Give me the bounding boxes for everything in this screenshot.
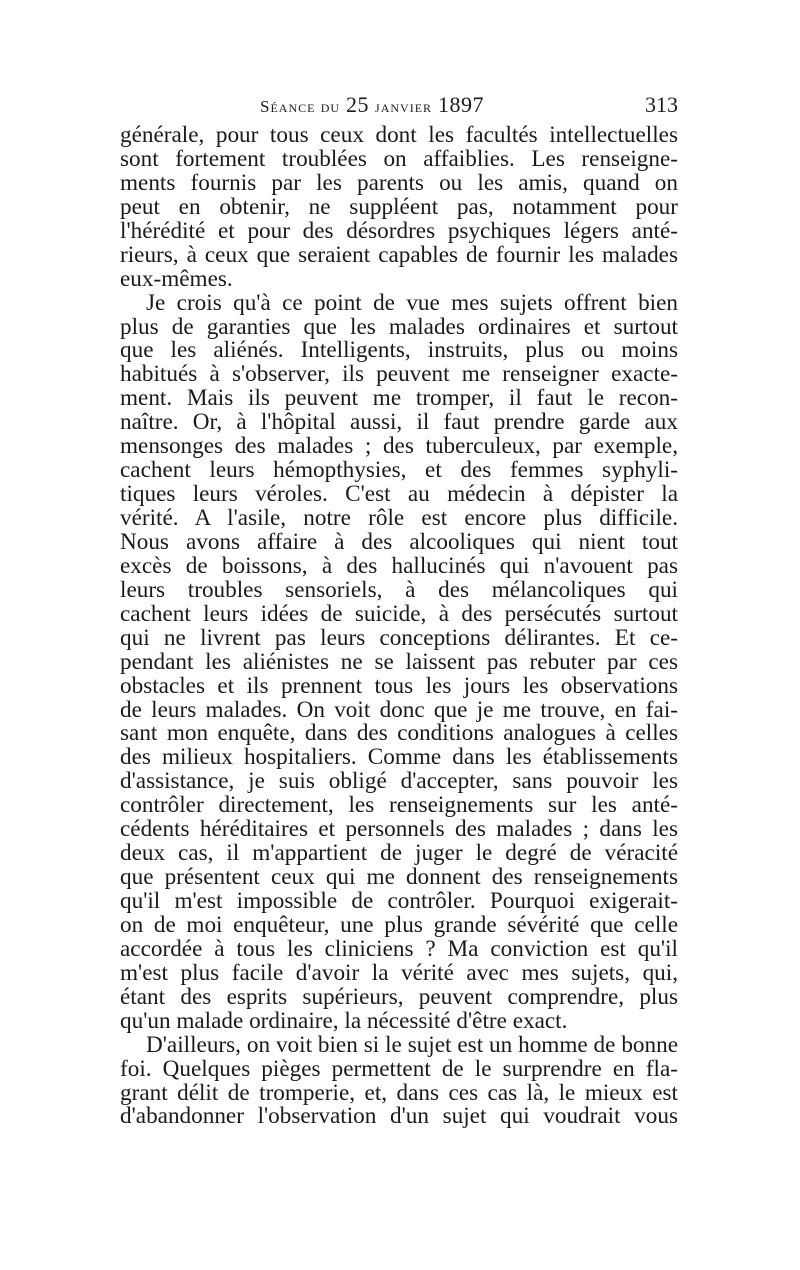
text-line: ment. Mais ils peuvent me tromper, il faut le recon- [120,387,678,412]
text-line: eux-mêmes. [120,267,233,292]
page-number: 313 [645,92,678,117]
body-text [120,124,678,1129]
text-line: Je crois qu'à ce point de vue mes sujets offrent bien [146,291,678,316]
text-line: on de moi enquêteur, une plus grande sévérité que celle [120,913,678,938]
text-line: de leurs malades. On voit donc que je me trouve, en fai- [120,698,678,723]
text-line: d'abandonner l'observation d'un sujet qui voudrait vous [120,1105,678,1130]
text-line: vérité. A l'asile, notre rôle est encore plus difficile. [120,507,678,531]
text-line: m'est plus facile d'avoir la vérité avec mes sujets, qui, [120,961,678,986]
running-head [260,92,484,118]
text-line: des milieux hospitaliers. Comme dans les établissements [120,746,678,771]
text-line: étant des esprits supérieurs, peuvent comprendre, plus [120,985,678,1010]
text-line: que les aliénés. Intelligents, instruits, plus ou moins [120,339,678,364]
text-line: sont fortement troublées on affaiblies. Les renseigne- [120,147,678,172]
text-line: accordée à tous les cliniciens ? Ma conviction est qu'il [120,937,678,962]
text-line: sant mon enquête, dans des conditions analogues à celles [120,722,678,747]
text-line: cédents héréditaires et personnels des malades ; dans les [120,818,678,843]
text-line: ments fournis par les parents ou les amis, quand on [120,171,678,196]
text-line: que présentent ceux qui me donnent des renseignements [120,866,678,890]
text-line: foi. Quelques pièges permettent de le surprendre en fla- [120,1057,678,1082]
running-head-year: 1897 [438,92,485,117]
text-line: mensonges des malades ; des tuberculeux, par exemple, [120,435,678,460]
text-line: pendant les aliénistes ne se laissent pas rebuter par ces [120,650,678,675]
text-line: excès de boissons, à des hallucinés qui n'avouent pas [120,554,678,579]
text-line: Nous avons affaire à des alcooliques qui nient tout [120,530,678,555]
text-line: rieurs, à ceux que seraient capables de fournir les malades [120,243,678,268]
text-line: générale, pour tous ceux dont les facultés intellectuelles [120,124,678,148]
text-line: D'ailleurs, on voit bien si le sujet est un homme de bonne [146,1033,678,1058]
text-line: qu'il m'est impossible de contrôler. Pourquoi exigerait- [120,890,678,914]
text-line: grant délit de tromperie, et, dans ces cas là, le mieux est [120,1081,678,1106]
text-line: plus de garanties que les malades ordinaires et surtout [120,315,678,340]
page-header [120,84,678,124]
text-line: obstacles et ils prennent tous les jours les observations [120,674,678,699]
text-line: cachent leurs idées de suicide, à des persécutés surtout [120,602,678,627]
text-line: l'hérédité et pour des désordres psychiques légers anté- [120,219,678,244]
text-line: peut en obtenir, ne suppléent pas, notamment pour [120,195,678,220]
text-line: habitués à s'observer, ils peuvent me renseigner exacte- [120,363,678,388]
text-line: qu'un malade ordinaire, la nécessité d'être exact. [120,1009,568,1034]
text-line: qui ne livrent pas leurs conceptions délirantes. Et ce- [120,626,678,651]
text-line: naître. Or, à l'hôpital aussi, il faut prendre garde aux [120,411,678,436]
running-head-day: 25 [346,92,370,117]
text-line: deux cas, il m'appartient de juger le degré de véracité [120,842,678,867]
text-line: contrôler directement, les renseignements sur les anté- [120,794,678,819]
text-line: d'assistance, je suis obligé d'accepter, sans pouvoir les [120,770,678,795]
running-head-month: janvier [375,97,433,116]
running-head-prefix: Séance du [260,97,341,116]
text-line: cachent leurs hémopthysies, et des femmes syphyli- [120,459,678,484]
text-line: tiques leurs véroles. C'est au médecin à dépister la [120,483,678,507]
text-line: leurs troubles sensoriels, à des mélancoliques qui [120,578,678,603]
